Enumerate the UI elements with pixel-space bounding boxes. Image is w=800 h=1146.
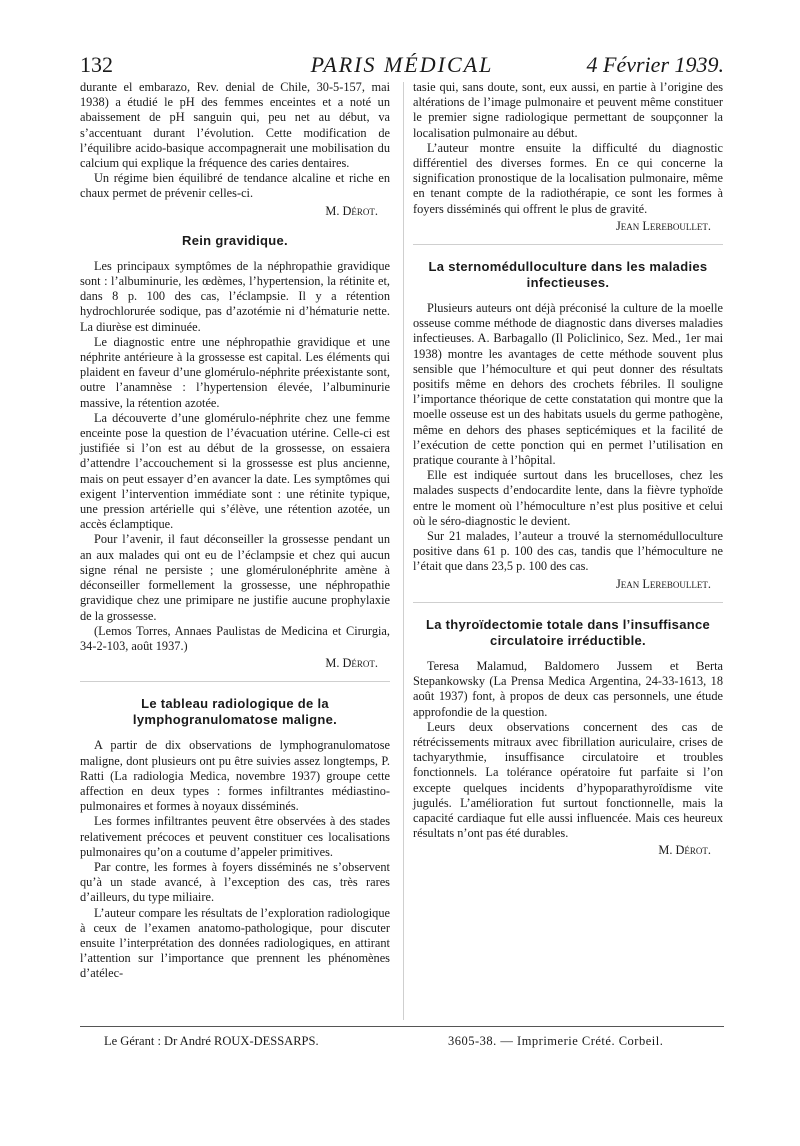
- paragraph: Sur 21 malades, l’auteur a trouvé la sternomédulloculture positive dans 61 p. 100 des cas, tandis que l’hémoculture ne l’était que dans 23,5 p. 100 des cas.: [413, 529, 723, 574]
- divider: [413, 602, 723, 603]
- paragraph: tasie qui, sans doute, sont, eux aussi, en partie à l’origine des altérations de l’image pulmonaire et peuvent même constituer le premier signe radiologique permettant de soupçonner la localisation pulmonaire au début.: [413, 80, 723, 140]
- paragraph: Elle est indiquée surtout dans les brucelloses, chez les malades suspects d’endocardite lente, dans la fièvre typhoïde entre le moment où l’hémoculture n’est plus positive et celui où le séro-diagnostic le devient.: [413, 468, 723, 528]
- journal-title: PARIS MÉDICAL: [310, 52, 494, 77]
- author-signature: M. Dérot.: [325, 203, 378, 218]
- page-number: 132: [80, 52, 113, 77]
- footer-printer: 3605-38. — Imprimerie Crété. Corbeil.: [448, 1034, 664, 1048]
- column-separator: [403, 82, 404, 1020]
- paragraph: Pour l’avenir, il faut déconseiller la grossesse pendant un an aux malades qui ont eu de l’éclampsie et chez qui aucun signe rénal ne persiste ; une glomérulonéphrite amène à déconseiller formellement la grossesse, une néphropathie gravidique chez une primipare ne justifie aucune prophylaxie de la grossesse.: [80, 532, 390, 623]
- paragraph: L’auteur montre ensuite la difficulté du diagnostic différentiel des diverses formes. En ce qui concerne la signification pronostique de la localisation pulmonaire, même en tenant compte de la radiothérapie, ce sont les formes à foyers disséminés qui offrent le plus de gravité.: [413, 140, 723, 216]
- article-title-thyro: La thyroïdectomie totale dans l’insuffisance circulatoire irréductible.: [425, 616, 711, 648]
- right-column: [413, 80, 723, 859]
- footer-rule: [80, 1026, 724, 1027]
- paragraph: Le diagnostic entre une néphropathie gravidique et une néphrite antérieure à la grossesse est capital. Les éléments qui plaident en faveur d’une glomérulo-néphrite préexistante sont, outre l’anamnèse : l’hypertension élevée, l’albuminurie massive, la rétention azotée.: [80, 334, 390, 410]
- article-title-lympho: Le tableau radiologique de la lymphogranulomatose maligne.: [132, 696, 338, 728]
- author-signature: M. Dérot.: [658, 843, 711, 858]
- author-signature: Jean Lereboullet.: [615, 576, 711, 591]
- paragraph: Teresa Malamud, Baldomero Jussem et Berta Stepankowsky (La Prensa Medica Argentina, 24-33-1613, 18 août 1937) font, à propos de deux cas personnels, une étude approfondie de la question.: [413, 658, 723, 719]
- left-column: [80, 80, 390, 982]
- issue-date: 4 Février 1939.: [586, 52, 724, 77]
- paragraph: L’auteur compare les résultats de l’exploration radiologique à ceux de l’examen anatomo-pathologique, pour discuter ensuite l’interprétation des données radiologiques, en attirant l’attention sur l’importance que prennent les phénomènes d’atélec-: [80, 905, 390, 981]
- author-signature: Jean Lereboullet.: [615, 218, 711, 233]
- paragraph: La découverte d’une glomérulo-néphrite chez une femme enceinte pose la question de l’évacuation utérine. Celle-ci est justifiée si l’on est au début de la grossesse, on essaiera d’attendre l’accouchement si la grossesse est plus ancienne, mais on peut essayer d’en avancer la date. Les symptômes qui exigent l’intervention immédiate sont : une rétinite typique, une pression artérielle qui s’élève, une rétention azotée, un accès éclamptique.: [80, 410, 390, 532]
- paragraph: Par contre, les formes à foyers disséminés ne s’observent qu’à un stade avancé, à l’exception des cas, très rares d’ailleurs, du type miliaire.: [80, 859, 390, 905]
- footer-gerant: Le Gérant : Dr André ROUX-DESSARPS.: [104, 1034, 319, 1048]
- paragraph: Les formes infiltrantes peuvent être observées à des stades relativement précoces et peuvent constituer ces localisations pulmonaires qu’on a coutume d’appeler primitives.: [80, 814, 390, 859]
- article-title-sterno: La sternomédulloculture dans les maladies infectieuses.: [428, 259, 708, 291]
- citation: (Lemos Torres, Annaes Paulistas de Medicina et Cirurgia, 34-2-103, août 1937.): [80, 623, 390, 653]
- paragraph: Plusieurs auteurs ont déjà préconisé la culture de la moelle osseuse comme méthode de diagnostic dans diverses maladies infectieuses. A. Barbagallo (Il Policlinico, Sez. Med., 1er mai 1938) montre les avantages de cette méthode souvent plus sensible que l’hémoculture et qui peut donner des résultats positifs même en dehors des crochets fébriles. Il souligne l’importance théorique de cette constatation qui montre que la moelle osseuse est un des habitats usuels du germe pathogène, même en dehors des phases septicémiques et la facilité de l’exécution de cette ponction qui en permet l’utilisation en pratique courante à l’hôpital.: [413, 301, 723, 468]
- paragraph: Les principaux symptômes de la néphropathie gravidique sont : l’albuminurie, les œdèmes, l’hypertension, la rétinite et, dans 8 p. 100 des cas, l’éclampsie. Il y a rétention hydrochlorurée sodique, pas d’azotémie ni d’hématurie nette. La diurèse est diminuée.: [80, 258, 390, 334]
- paragraph: durante el embarazo, Rev. denial de Chile, 30-5-157, mai 1938) a étudié le pH des femmes enceintes et a noté un abaissement de pH sanguin qui, peu net au début, va s’accentuant durant l’évolution. Cette modification de l’équilibre acido-basique accompagnerait une mobilisation du calcium qui explique la fréquence des caries dentaires.: [80, 80, 390, 171]
- paragraph: Un régime bien équilibré de tendance alcaline et riche en chaux permet de prévenir celles-ci.: [80, 171, 390, 201]
- paragraph: A partir de dix observations de lymphogranulomatose maligne, dont plusieurs ont pu être suivies assez longtemps, P. Ratti (La radiologia Medica, novembre 1937) groupe cette affection en deux types : formes infiltrantes médiastino-pulmonaires et formes à noyaux disséminés.: [80, 738, 390, 814]
- divider: [80, 681, 390, 682]
- divider: [413, 244, 723, 245]
- article-title-rein: Rein gravidique.: [182, 232, 288, 248]
- paragraph: Leurs deux observations concernent des cas de rétrécissements mitraux avec fibrillation auriculaire, crises de tachyarythmie, insuffisance circulatoire et troubles fonctionnels. La tolérance opératoire fut parfaite si l’on excepte quelques incidents d’hypoparathyroïdisme vite jugulés. L’amélioration fut surtout fonctionnelle, mais la capacité cardiaque fut elle aussi influencée. Mais ces heureux résultats n’ont pas été durables.: [413, 719, 723, 841]
- author-signature: M. Dérot.: [325, 656, 378, 671]
